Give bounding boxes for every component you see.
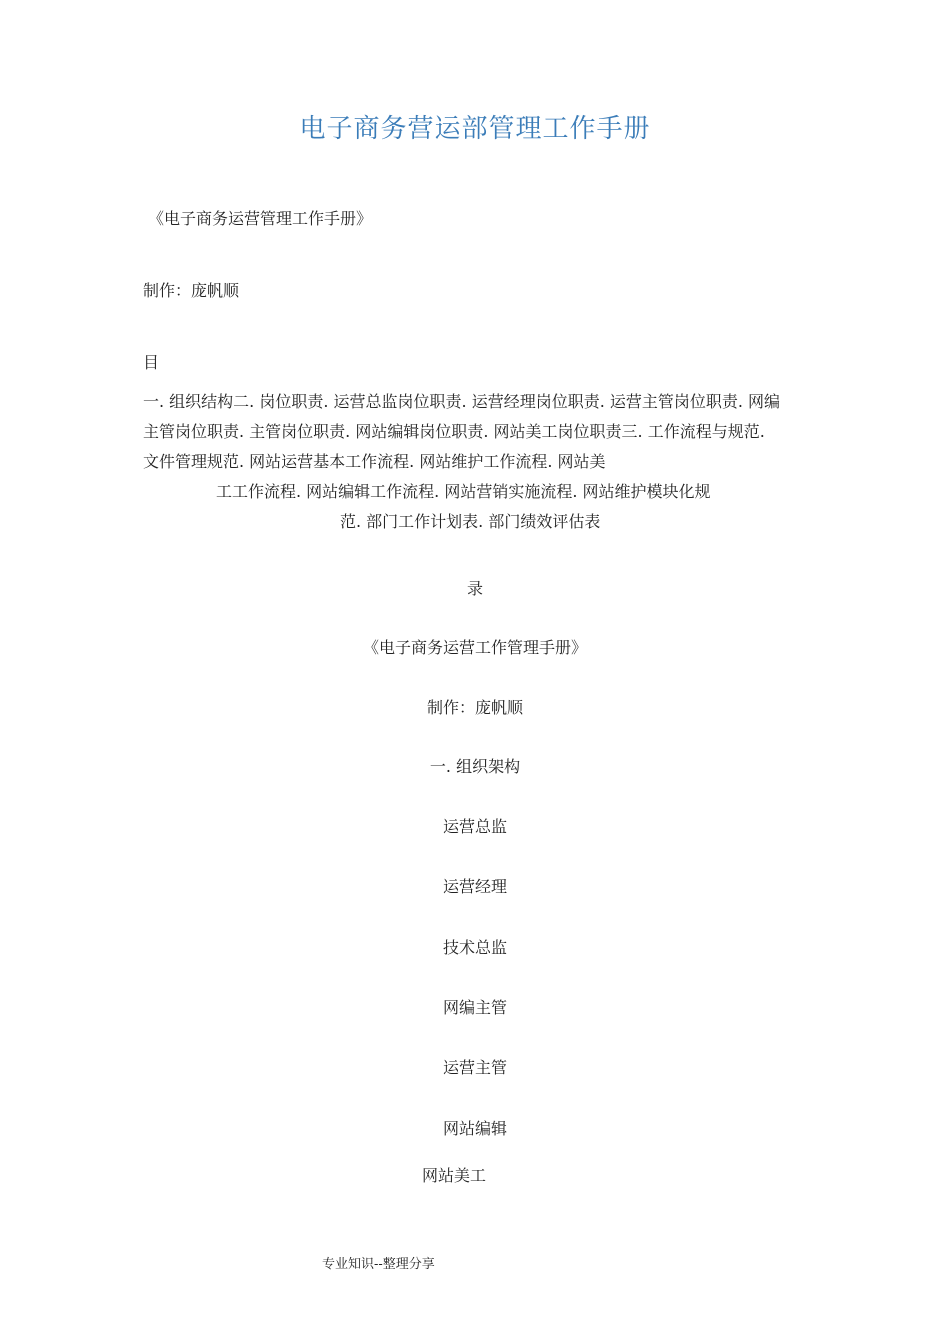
page-footer: 专业知识--整理分享	[322, 1257, 435, 1272]
book-title-intro: 《电子商务运营管理工作手册》	[148, 209, 373, 228]
org-item: 运营主管	[442, 1058, 507, 1077]
document-title: 电子商务营运部管理工作手册	[299, 114, 651, 144]
toc-line: 工工作流程. 网站编辑工作流程. 网站营销实施流程. 网站维护模块化规	[216, 482, 711, 501]
author-intro: 制作：庞帆顺	[143, 281, 240, 300]
org-item: 网站编辑	[442, 1119, 507, 1138]
toc-heading-end: 录	[466, 579, 483, 598]
org-item: 运营经理	[442, 877, 507, 896]
org-item: 网站美工	[422, 1166, 487, 1185]
org-item: 技术总监	[442, 938, 507, 957]
org-item: 网编主管	[442, 998, 507, 1017]
toc-line: 文件管理规范. 网站运营基本工作流程. 网站维护工作流程. 网站美	[143, 452, 606, 471]
section-title: 一. 组织架构	[429, 757, 521, 776]
toc-line: 范. 部门工作计划表. 部门绩效评估表	[340, 512, 601, 531]
book-title-body: 《电子商务运营工作管理手册》	[362, 638, 587, 657]
org-item: 运营总监	[442, 817, 507, 836]
author-body: 制作：庞帆顺	[426, 698, 523, 717]
table-of-contents	[143, 387, 813, 537]
toc-line: 一. 组织结构二. 岗位职责. 运营总监岗位职责. 运营经理岗位职责. 运营主管岗位职责. 网编	[143, 392, 781, 411]
toc-heading-start: 目	[143, 353, 160, 372]
toc-line: 主管岗位职责. 主管岗位职责. 网站编辑岗位职责. 网站美工岗位职责三. 工作流程与规范.	[143, 422, 765, 441]
